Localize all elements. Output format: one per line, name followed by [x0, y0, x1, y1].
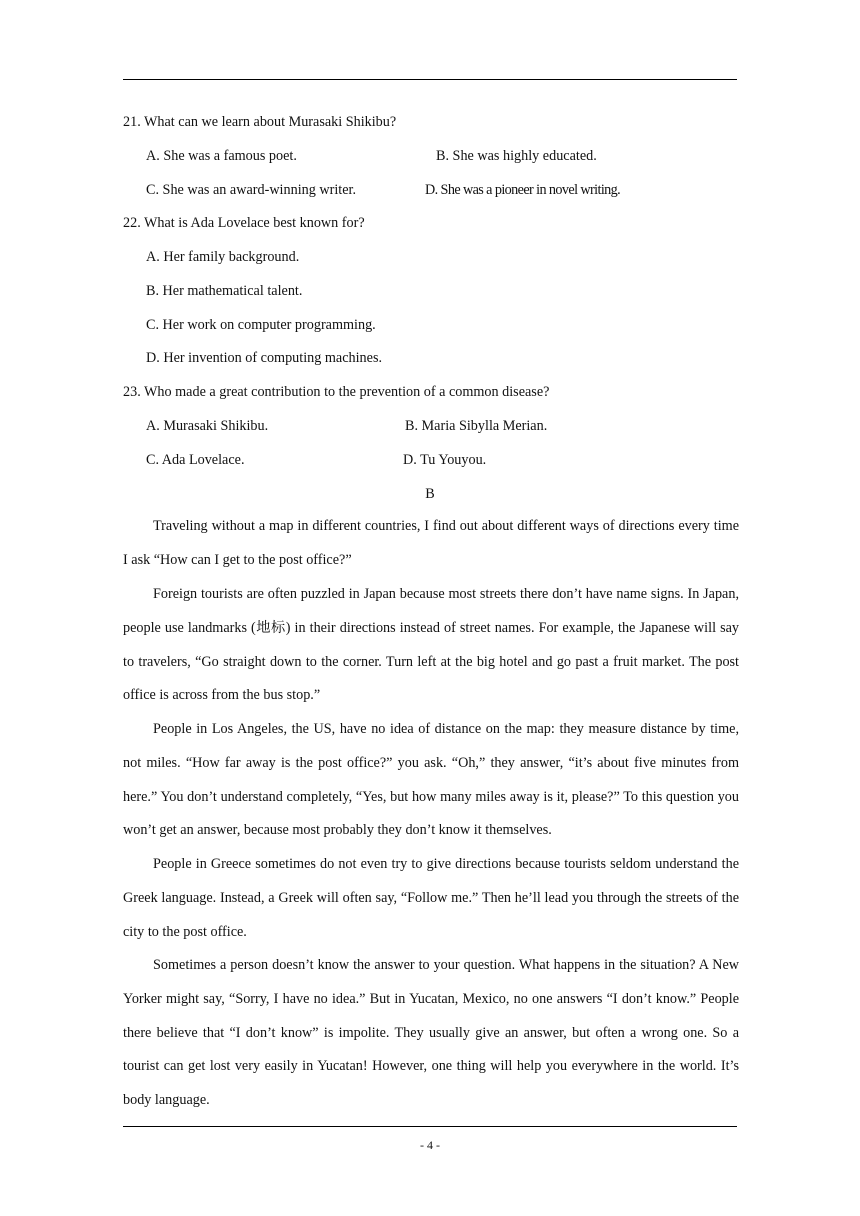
section-heading: B — [425, 486, 435, 502]
q22-option-c: C. Her work on computer programming. — [146, 317, 376, 333]
q23-option-b: B. Maria Sibylla Merian. — [405, 418, 548, 434]
q23-option-c: C. Ada Lovelace. — [146, 452, 245, 468]
passage-paragraph: Foreign tourists are often puzzled in Japan because most streets there don’t have name signs. In Japan, people use landmarks (地标) in their directions instead of street names. For example, the Japanese will say to travelers, “Go straight down to the corner. Turn left at the big hotel and go past a fruit market. The post office is across from the bus stop.” — [123, 586, 739, 704]
q22-option-a: A. Her family background. — [146, 249, 300, 265]
question-23-stem: 23. Who made a great contribution to the prevention of a common disease? — [123, 384, 550, 400]
passage-paragraph: Sometimes a person doesn’t know the answer to your question. What happens in the situation? A New Yorker might say, “Sorry, I have no idea.” But in Yucatan, Mexico, no one answers “I don’t know.” People there believe that “I don’t know” is impolite. They usually give an answer, but often a wrong one. So a tourist can get lost very easily in Yucatan! However, one thing will help you everywhere in the world. It’s body language. — [123, 957, 739, 1109]
passage-paragraph: People in Greece sometimes do not even try to give directions because tourists seldom understand the Greek language. Instead, a Greek will often say, “Follow me.” Then he’ll lead you through the streets of the city to the post office. — [123, 856, 739, 940]
q23-option-d: D. Tu Youyou. — [403, 452, 487, 468]
header-rule — [123, 79, 737, 80]
q23-option-a: A. Murasaki Shikibu. — [146, 418, 269, 434]
q21-option-c: C. She was an award-winning writer. — [146, 182, 357, 198]
question-22-stem: 22. What is Ada Lovelace best known for? — [123, 215, 365, 231]
passage-paragraph: People in Los Angeles, the US, have no idea of distance on the map: they measure distance by time, not miles. “How far away is the post office?” you ask. “Oh,” they answer, “it’s about five minutes from here.” You don’t understand completely, “Yes, but how many miles away is it, please?” To this question you won’t get an answer, because most probably they don’t know it themselves. — [123, 721, 739, 839]
question-21-stem: 21. What can we learn about Murasaki Shikibu? — [123, 114, 397, 130]
q22-option-b: B. Her mathematical talent. — [146, 283, 303, 299]
q22-option-d: D. Her invention of computing machines. — [146, 350, 383, 366]
q21-option-d: D. She was a pioneer in novel writing. — [425, 182, 621, 198]
page-number: - 4 - — [420, 1138, 440, 1152]
q21-option-b: B. She was highly educated. — [436, 148, 597, 164]
q21-option-a: A. She was a famous poet. — [146, 148, 297, 164]
passage-paragraph: Traveling without a map in different countries, I find out about different ways of directions every time I ask “How can I get to the post office?” — [123, 518, 739, 568]
footer-rule — [123, 1126, 737, 1127]
